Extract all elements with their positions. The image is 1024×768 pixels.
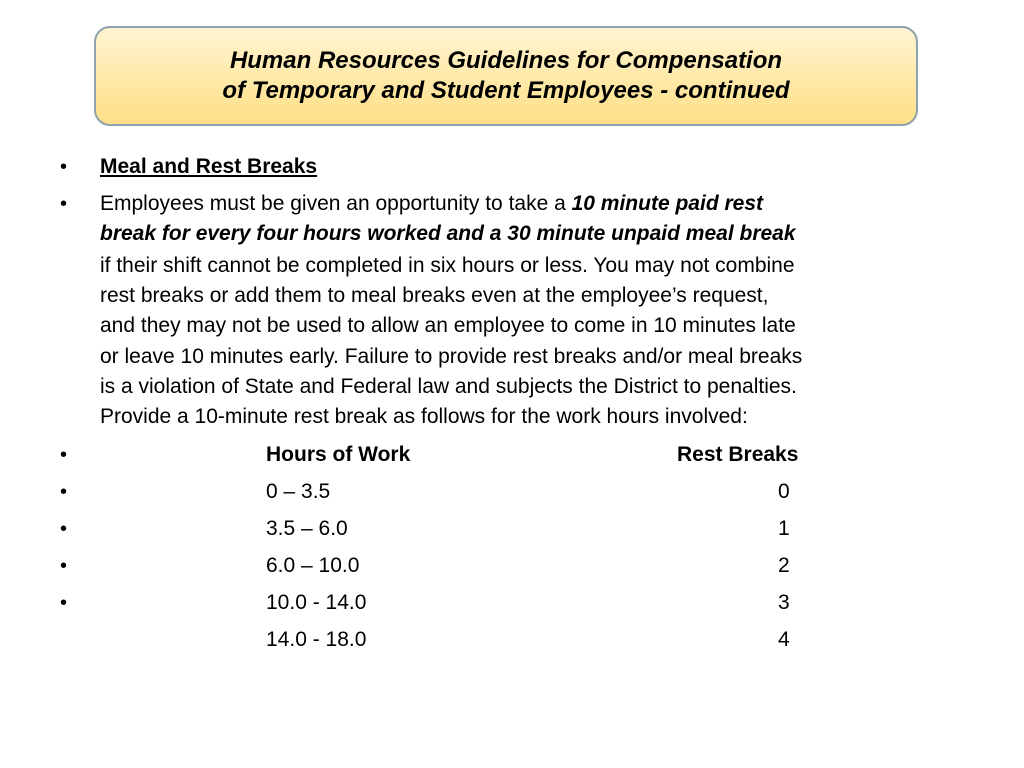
slide-title-line-2: of Temporary and Student Employees - continued bbox=[222, 77, 790, 104]
section-heading: Meal and Rest Breaks bbox=[100, 155, 318, 178]
bullet-marker: • bbox=[60, 193, 68, 215]
bullet-marker: • bbox=[60, 555, 68, 577]
paragraph-line-8: Provide a 10-minute rest break as follows for the work hours involved: bbox=[100, 405, 748, 428]
table-row-hours: 3.5 – 6.0 bbox=[266, 517, 348, 540]
paragraph-text: Employees must be given an opportunity to take a bbox=[100, 192, 572, 215]
paragraph-emphasis: 10 minute paid rest bbox=[571, 192, 763, 215]
slide-title-line-1: Human Resources Guidelines for Compensation bbox=[229, 47, 783, 74]
table-header-breaks: Rest Breaks bbox=[677, 443, 799, 466]
bullet-marker: • bbox=[60, 156, 68, 178]
table-row-breaks: 3 bbox=[778, 591, 790, 614]
table-row-breaks: 2 bbox=[778, 554, 790, 577]
table-row-hours: 10.0 - 14.0 bbox=[266, 591, 367, 614]
bullet-marker: • bbox=[60, 592, 68, 614]
paragraph-line-6: or leave 10 minutes early. Failure to provide rest breaks and/or meal breaks bbox=[100, 345, 803, 368]
bullet-marker: • bbox=[60, 481, 68, 503]
table-row-hours: 6.0 – 10.0 bbox=[266, 554, 360, 577]
paragraph-line-3: if their shift cannot be completed in six hours or less. You may not combine bbox=[100, 254, 795, 277]
table-row-breaks: 0 bbox=[778, 480, 790, 503]
table-row-hours: 0 – 3.5 bbox=[266, 480, 331, 503]
table-row-breaks: 4 bbox=[778, 628, 790, 651]
paragraph-line-2: break for every four hours worked and a 30 minute unpaid meal break bbox=[100, 222, 796, 245]
table-row-hours: 14.0 - 18.0 bbox=[266, 628, 367, 651]
paragraph-line-1 bbox=[100, 189, 763, 219]
table-header-hours: Hours of Work bbox=[266, 443, 411, 466]
paragraph-line-7: is a violation of State and Federal law and subjects the District to penalties. bbox=[100, 375, 797, 398]
paragraph-line-4: rest breaks or add them to meal breaks even at the employee’s request, bbox=[100, 284, 769, 307]
bullet-marker: • bbox=[60, 518, 68, 540]
paragraph-line-5: and they may not be used to allow an employee to come in 10 minutes late bbox=[100, 314, 796, 337]
bullet-marker: • bbox=[60, 444, 68, 466]
table-row-breaks: 1 bbox=[778, 517, 790, 540]
